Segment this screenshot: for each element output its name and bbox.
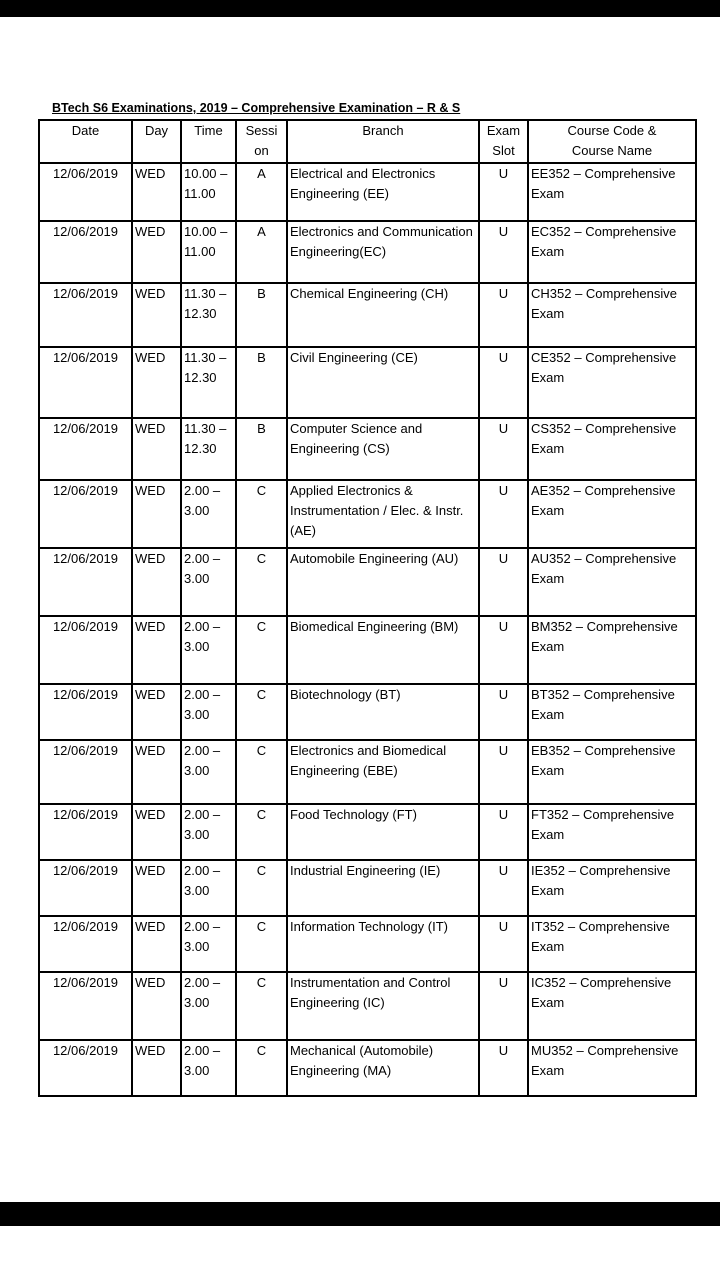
header-time: Time xyxy=(181,120,236,163)
time-end: 3.00 xyxy=(184,1063,210,1078)
header-slot-line1: Exam xyxy=(486,123,521,138)
header-row xyxy=(39,120,696,163)
session-cell: B xyxy=(236,283,287,347)
exam-slot-cell: U xyxy=(479,972,528,1040)
header-exam-slot xyxy=(479,120,528,163)
date-cell: 12/06/2019 xyxy=(39,972,132,1040)
branch-cell: Industrial Engineering (IE) xyxy=(287,860,479,916)
course-cell: CE352 – Comprehensive Exam xyxy=(528,347,696,418)
time-start: 11.30 – xyxy=(184,286,227,301)
branch-cell: Mechanical (Automobile) Engineering (MA) xyxy=(287,1040,479,1096)
session-cell: C xyxy=(236,804,287,860)
time-cell xyxy=(181,418,236,480)
session-cell: A xyxy=(236,163,287,221)
table-row xyxy=(39,860,696,916)
day-cell: WED xyxy=(132,616,181,684)
table-row xyxy=(39,347,696,418)
course-cell: BT352 – Comprehensive Exam xyxy=(528,684,696,740)
date-cell: 12/06/2019 xyxy=(39,221,132,283)
time-end: 11.00 xyxy=(184,244,216,259)
day-cell: WED xyxy=(132,163,181,221)
table-row xyxy=(39,684,696,740)
course-cell: MU352 – Comprehensive Exam xyxy=(528,1040,696,1096)
exam-slot-cell: U xyxy=(479,860,528,916)
branch-cell: Instrumentation and Control Engineering (IC) xyxy=(287,972,479,1040)
exam-slot-cell: U xyxy=(479,916,528,972)
header-branch: Branch xyxy=(287,120,479,163)
day-cell: WED xyxy=(132,740,181,804)
table-row xyxy=(39,616,696,684)
header-session-line1: Sessi xyxy=(245,123,278,138)
day-cell: WED xyxy=(132,684,181,740)
branch-cell: Electronics and Biomedical Engineering (EBE) xyxy=(287,740,479,804)
time-start: 2.00 – xyxy=(184,807,221,822)
header-course-line2: Course Name xyxy=(571,143,653,158)
course-cell: FT352 – Comprehensive Exam xyxy=(528,804,696,860)
table-row xyxy=(39,740,696,804)
time-start: 2.00 – xyxy=(184,483,221,498)
exam-slot-cell: U xyxy=(479,163,528,221)
branch-cell: Biotechnology (BT) xyxy=(287,684,479,740)
time-cell xyxy=(181,163,236,221)
day-cell: WED xyxy=(132,548,181,616)
course-cell: AE352 – Comprehensive Exam xyxy=(528,480,696,548)
date-cell: 12/06/2019 xyxy=(39,740,132,804)
time-cell xyxy=(181,972,236,1040)
time-start: 11.30 – xyxy=(184,350,227,365)
branch-cell: Biomedical Engineering (BM) xyxy=(287,616,479,684)
course-cell: CS352 – Comprehensive Exam xyxy=(528,418,696,480)
table-row xyxy=(39,804,696,860)
branch-cell: Food Technology (FT) xyxy=(287,804,479,860)
course-cell: EE352 – Comprehensive Exam xyxy=(528,163,696,221)
time-start: 10.00 – xyxy=(184,166,228,181)
course-cell: IT352 – Comprehensive Exam xyxy=(528,916,696,972)
time-start: 2.00 – xyxy=(184,743,221,758)
session-cell: C xyxy=(236,684,287,740)
session-cell: C xyxy=(236,548,287,616)
time-end: 3.00 xyxy=(184,503,210,518)
date-cell: 12/06/2019 xyxy=(39,684,132,740)
date-cell: 12/06/2019 xyxy=(39,418,132,480)
date-cell: 12/06/2019 xyxy=(39,860,132,916)
exam-slot-cell: U xyxy=(479,548,528,616)
header-session xyxy=(236,120,287,163)
time-end: 11.00 xyxy=(184,186,216,201)
branch-cell: Information Technology (IT) xyxy=(287,916,479,972)
date-cell: 12/06/2019 xyxy=(39,616,132,684)
date-cell: 12/06/2019 xyxy=(39,804,132,860)
bottom-black-bar xyxy=(0,1202,720,1226)
table-row xyxy=(39,283,696,347)
date-cell: 12/06/2019 xyxy=(39,1040,132,1096)
time-cell xyxy=(181,548,236,616)
time-end: 3.00 xyxy=(184,827,210,842)
session-cell: A xyxy=(236,221,287,283)
branch-cell: Civil Engineering (CE) xyxy=(287,347,479,418)
top-black-bar xyxy=(0,0,720,17)
time-cell xyxy=(181,347,236,418)
course-cell: BM352 – Comprehensive Exam xyxy=(528,616,696,684)
session-cell: C xyxy=(236,480,287,548)
exam-schedule-table xyxy=(38,119,697,1097)
time-end: 3.00 xyxy=(184,707,210,722)
date-cell: 12/06/2019 xyxy=(39,548,132,616)
session-cell: C xyxy=(236,916,287,972)
course-cell: IC352 – Comprehensive Exam xyxy=(528,972,696,1040)
exam-slot-cell: U xyxy=(479,221,528,283)
time-end: 3.00 xyxy=(184,939,210,954)
time-start: 11.30 – xyxy=(184,421,227,436)
table-row xyxy=(39,221,696,283)
time-start: 2.00 – xyxy=(184,919,221,934)
time-cell xyxy=(181,684,236,740)
date-cell: 12/06/2019 xyxy=(39,283,132,347)
time-cell xyxy=(181,1040,236,1096)
table-row xyxy=(39,1040,696,1096)
branch-cell: Automobile Engineering (AU) xyxy=(287,548,479,616)
session-cell: C xyxy=(236,860,287,916)
time-cell xyxy=(181,916,236,972)
day-cell: WED xyxy=(132,283,181,347)
table-row xyxy=(39,418,696,480)
branch-cell: Applied Electronics & Instrumentation / Elec. & Instr. (AE) xyxy=(287,480,479,548)
date-cell: 12/06/2019 xyxy=(39,163,132,221)
date-cell: 12/06/2019 xyxy=(39,916,132,972)
table-row xyxy=(39,972,696,1040)
time-start: 2.00 – xyxy=(184,1043,221,1058)
time-cell xyxy=(181,283,236,347)
time-start: 2.00 – xyxy=(184,863,221,878)
date-cell: 12/06/2019 xyxy=(39,347,132,418)
course-cell: IE352 – Comprehensive Exam xyxy=(528,860,696,916)
table-row xyxy=(39,548,696,616)
exam-slot-cell: U xyxy=(479,684,528,740)
branch-cell: Computer Science and Engineering (CS) xyxy=(287,418,479,480)
exam-slot-cell: U xyxy=(479,283,528,347)
day-cell: WED xyxy=(132,860,181,916)
day-cell: WED xyxy=(132,804,181,860)
exam-slot-cell: U xyxy=(479,480,528,548)
header-course xyxy=(528,120,696,163)
session-cell: C xyxy=(236,740,287,804)
time-start: 2.00 – xyxy=(184,687,221,702)
session-cell: C xyxy=(236,1040,287,1096)
time-start: 2.00 – xyxy=(184,975,221,990)
course-cell: AU352 – Comprehensive Exam xyxy=(528,548,696,616)
time-cell xyxy=(181,616,236,684)
course-cell: EC352 – Comprehensive Exam xyxy=(528,221,696,283)
day-cell: WED xyxy=(132,972,181,1040)
time-end: 3.00 xyxy=(184,883,210,898)
time-cell xyxy=(181,740,236,804)
exam-slot-cell: U xyxy=(479,740,528,804)
header-course-line1: Course Code & xyxy=(567,123,657,138)
session-cell: C xyxy=(236,972,287,1040)
table-row xyxy=(39,480,696,548)
session-cell: B xyxy=(236,347,287,418)
branch-cell: Electrical and Electronics Engineering (EE) xyxy=(287,163,479,221)
branch-cell: Electronics and Communication Engineering(EC) xyxy=(287,221,479,283)
time-end: 12.30 xyxy=(184,441,217,456)
time-start: 2.00 – xyxy=(184,619,221,634)
day-cell: WED xyxy=(132,221,181,283)
time-cell xyxy=(181,860,236,916)
course-cell: CH352 – Comprehensive Exam xyxy=(528,283,696,347)
header-slot-line2: Slot xyxy=(492,143,515,158)
time-cell xyxy=(181,480,236,548)
document-title: BTech S6 Examinations, 2019 – Comprehensive Examination – R & S xyxy=(52,101,461,115)
time-end: 3.00 xyxy=(184,571,210,586)
table-row xyxy=(39,916,696,972)
exam-slot-cell: U xyxy=(479,804,528,860)
header-date: Date xyxy=(39,120,132,163)
time-cell xyxy=(181,804,236,860)
header-day: Day xyxy=(132,120,181,163)
schedule-rows xyxy=(39,163,696,1096)
time-start: 10.00 – xyxy=(184,224,228,239)
day-cell: WED xyxy=(132,347,181,418)
time-end: 3.00 xyxy=(184,763,210,778)
day-cell: WED xyxy=(132,916,181,972)
time-end: 12.30 xyxy=(184,306,217,321)
exam-slot-cell: U xyxy=(479,616,528,684)
day-cell: WED xyxy=(132,1040,181,1096)
time-cell xyxy=(181,221,236,283)
day-cell: WED xyxy=(132,480,181,548)
time-end: 3.00 xyxy=(184,995,210,1010)
session-cell: C xyxy=(236,616,287,684)
exam-slot-cell: U xyxy=(479,1040,528,1096)
header-session-line2: on xyxy=(254,143,269,158)
time-end: 12.30 xyxy=(184,370,217,385)
table-row xyxy=(39,163,696,221)
exam-slot-cell: U xyxy=(479,347,528,418)
session-cell: B xyxy=(236,418,287,480)
course-cell: EB352 – Comprehensive Exam xyxy=(528,740,696,804)
day-cell: WED xyxy=(132,418,181,480)
branch-cell: Chemical Engineering (CH) xyxy=(287,283,479,347)
time-end: 3.00 xyxy=(184,639,210,654)
date-cell: 12/06/2019 xyxy=(39,480,132,548)
exam-slot-cell: U xyxy=(479,418,528,480)
time-start: 2.00 – xyxy=(184,551,221,566)
